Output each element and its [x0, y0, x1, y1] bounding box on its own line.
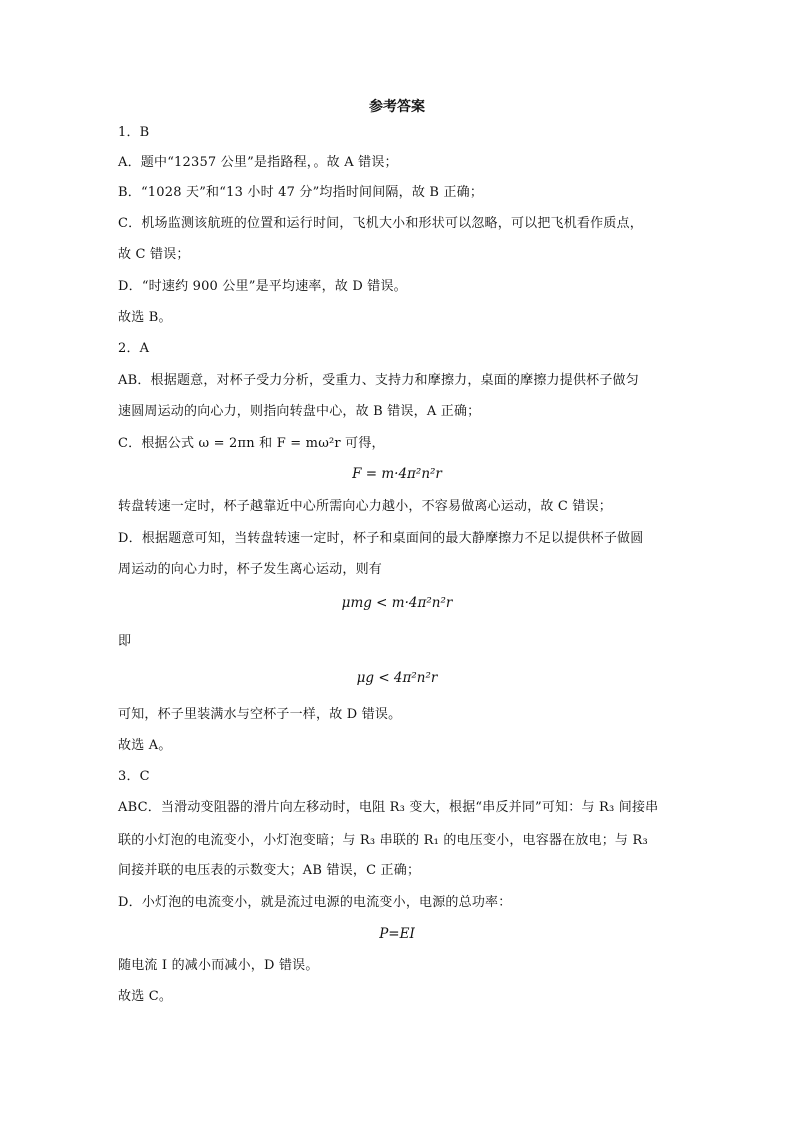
answer-3-option-d: D．小灯泡的电流变小，就是流过电源的电流变小，电源的总功率：	[118, 895, 512, 910]
answer-3-conclusion: 故选 C。	[118, 989, 173, 1004]
answer-1-option-c: C．机场监测该航班的位置和运行时间，飞机大小和形状可以忽略，可以把飞机看作质点，	[118, 216, 643, 231]
answer-3-option-abc-cont1: 联的小灯泡的电流变小，小灯泡变暗；与 R₃ 串联的 R₁ 的电压变小，电容器在放电；与 R₃	[118, 833, 648, 848]
answer-3-option-abc-cont2: 间接并联的电压表的示数变大；AB 错误，C 正确；	[118, 863, 421, 878]
answer-2-heading: 2．A	[118, 341, 150, 356]
answer-2-option-ab-cont: 速圆周运动的向心力，则指向转盘中心，故 B 错误，A 正确；	[118, 404, 481, 419]
answer-2-conclusion: 故选 A。	[118, 738, 172, 753]
answer-1-option-d: D．“时速约 900 公里”是平均速率，故 D 错误。	[118, 279, 407, 294]
answer-1-heading: 1．B	[118, 125, 150, 140]
answer-2-inference: 可知，杯子里装满水与空杯子一样，故 D 错误。	[118, 707, 402, 722]
formula-power: P=EI	[379, 926, 415, 942]
answer-1-option-a: A．题中“12357 公里”是指路程，。故 A 错误；	[118, 155, 398, 170]
formula-friction-inequality: μmg < m·4π²n²r	[341, 595, 453, 611]
answer-2-option-c: C．根据公式 ω = 2πn 和 F = mω²r 可得，	[118, 436, 385, 451]
answer-1-option-b: B．“1028 天”和“13 小时 47 分”均指时间间隔，故 B 正确；	[118, 185, 484, 200]
page-title: 参考答案	[369, 99, 425, 115]
answer-2-option-d: D．根据题意可知，当转盘转速一定时，杯子和桌面间的最大静摩擦力不足以提供杯子做圆	[118, 531, 644, 546]
answer-2-option-ab: AB．根据题意，对杯子受力分析，受重力、支持力和摩擦力，桌面的摩擦力提供杯子做匀	[118, 373, 639, 388]
answer-2-option-c-cont: 转盘转速一定时，杯子越靠近中心所需向心力越小，不容易做离心运动，故 C 错误；	[118, 499, 613, 514]
answer-2-word-ji: 即	[118, 634, 132, 649]
answer-1-option-c-cont: 故 C 错误；	[118, 247, 190, 262]
answer-3-heading: 3．C	[118, 769, 150, 784]
answer-3-option-abc: ABC．当滑动变阻器的滑片向左移动时，电阻 R₃ 变大，根据“串反并同”可知：与 R₃ 间接串	[118, 800, 659, 815]
formula-mu-g-inequality: μg < 4π²n²r	[356, 670, 438, 686]
formula-centripetal-force: F = m·4π²n²r	[352, 466, 442, 482]
answer-1-conclusion: 故选 B。	[118, 310, 172, 325]
answer-2-option-d-cont: 周运动的向心力时，杯子发生离心运动，则有	[118, 562, 383, 577]
answer-3-option-d-cont: 随电流 I 的减小而减小，D 错误。	[118, 958, 319, 973]
